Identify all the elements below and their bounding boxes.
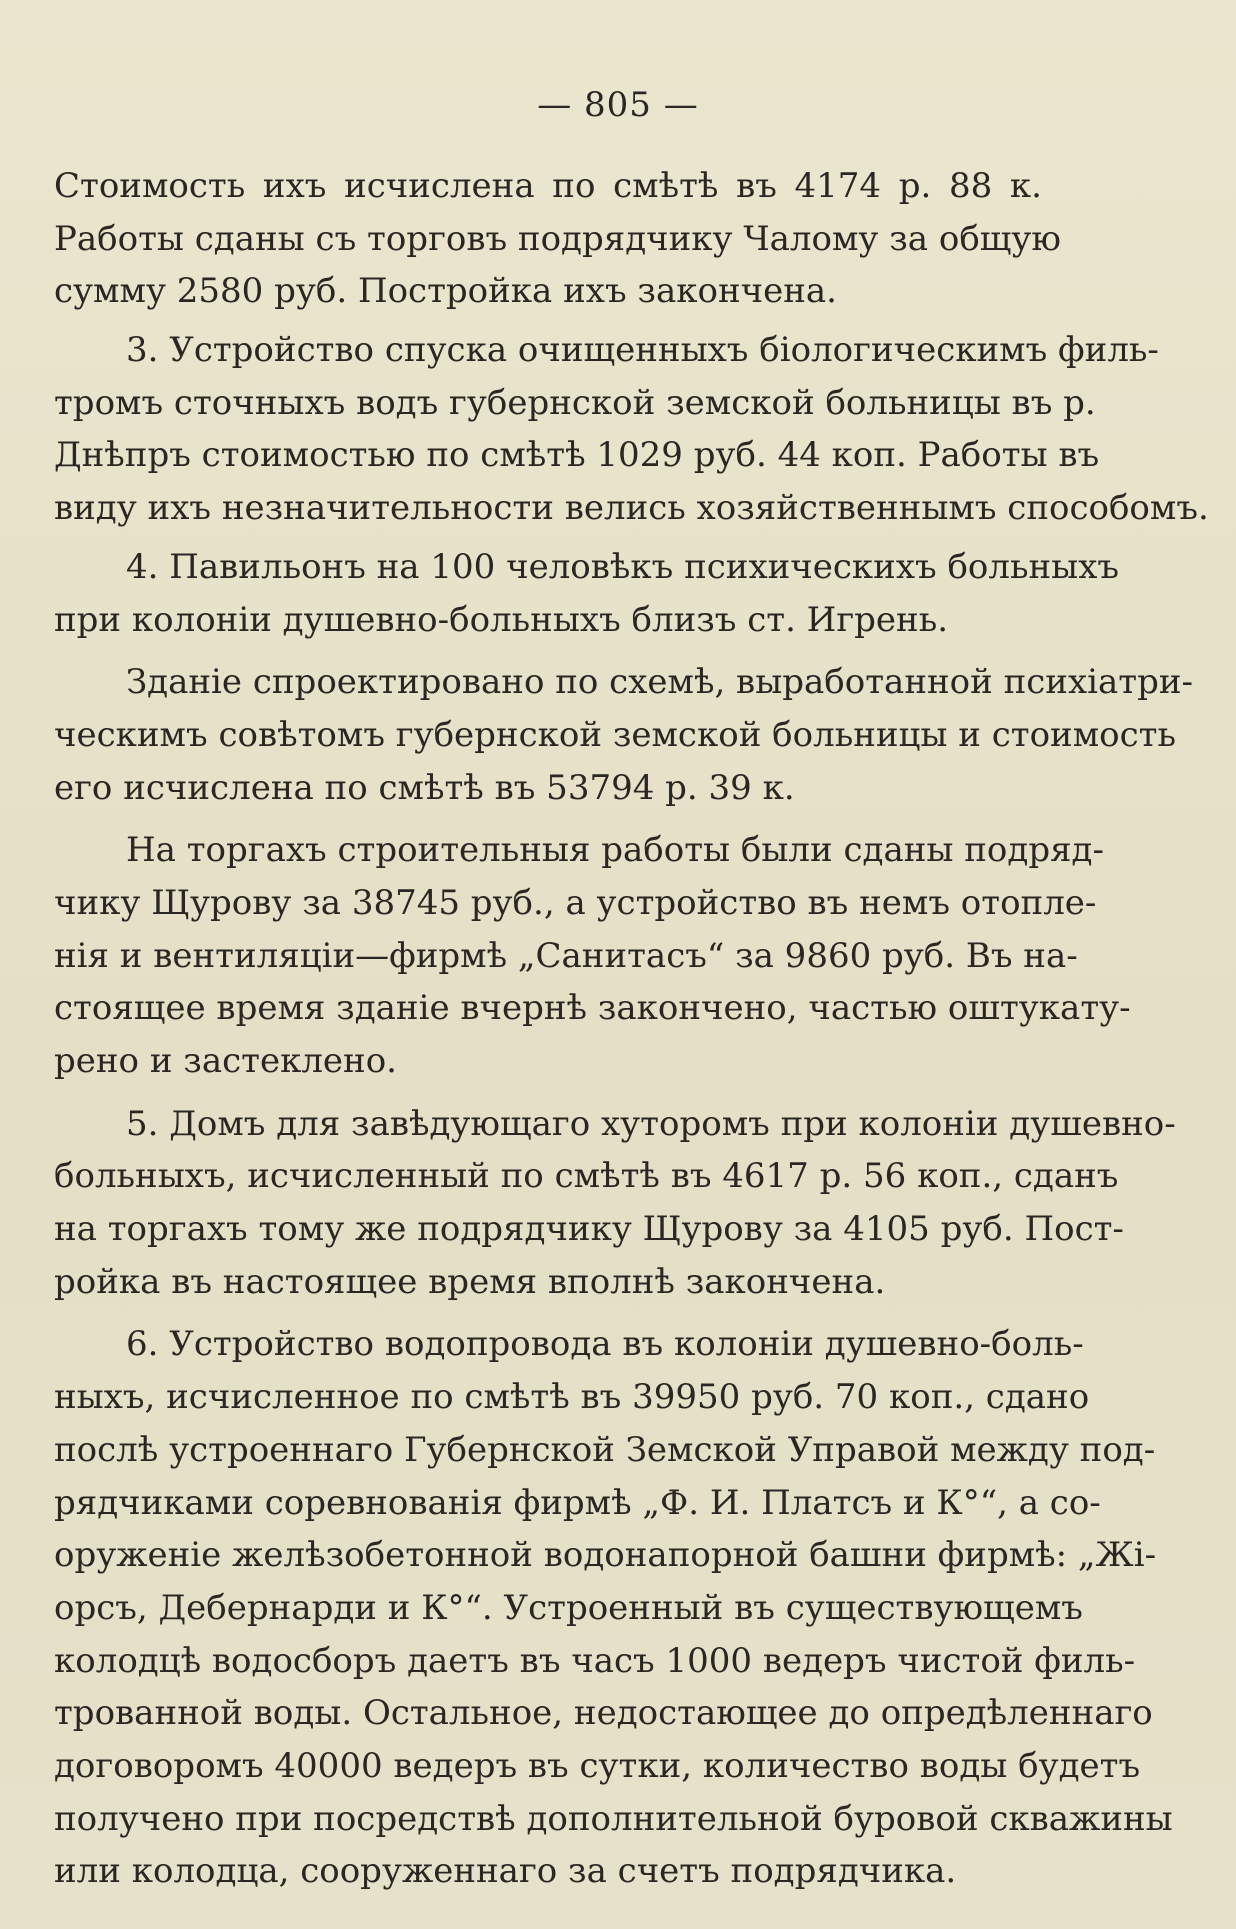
item-6-line-9: договоромъ 40000 ведеръ въ сутки, количество воды будетъ bbox=[54, 1745, 1141, 1786]
item-5-line-4: ройка въ настоящее время вполнѣ закончена. bbox=[54, 1261, 886, 1302]
item-6-line-5: оруженіе желѣзобетонной водонапорной башни фирмѣ: „Жі- bbox=[54, 1535, 1157, 1576]
item-4-line-1: 4. Павильонъ на 100 человѣкъ психическихъ больныхъ bbox=[126, 546, 1120, 587]
building-paragraph-line-1: Зданіе спроектировано по схемѣ, выработанной психіатри- bbox=[126, 662, 1193, 703]
item-6-line-6: орсъ, Дебернарди и К°“. Устроенный въ существующемъ bbox=[54, 1587, 1083, 1628]
item-3-line-2: тромъ сточныхъ водъ губернской земской больницы въ р. bbox=[54, 382, 1096, 423]
item-6-line-2: ныхъ, исчисленное по смѣтѣ въ 39950 руб. 70 коп., сдано bbox=[54, 1377, 1090, 1418]
item-3-line-4: виду ихъ незначительности велись хозяйственнымъ способомъ. bbox=[54, 488, 1209, 529]
text-line-1: Стоимость ихъ исчислена по смѣтѣ въ 4174 р. 88 к. bbox=[54, 166, 1042, 206]
item-4-line-2: при колоніи душевно-больныхъ близъ ст. Игрень. bbox=[54, 599, 949, 640]
item-6-line-4: рядчиками соревнованія фирмѣ „Ф. И. Платсъ и К°“, а со- bbox=[54, 1482, 1101, 1523]
item-6-line-3: послѣ устроеннаго Губернской Земской Управой между под- bbox=[54, 1429, 1156, 1470]
building-paragraph-line-2: ческимъ совѣтомъ губернской земской больницы и стоимость bbox=[54, 714, 1176, 755]
item-6-line-1: 6. Устройство водопровода въ колоніи душевно-боль- bbox=[126, 1324, 1084, 1365]
item-6-line-7: колодцѣ водосборъ даетъ въ часъ 1000 ведеръ чистой филь- bbox=[54, 1640, 1136, 1681]
text-line-3: сумму 2580 руб. Постройка ихъ закончена. bbox=[54, 271, 837, 312]
page-number: — 805 — bbox=[537, 85, 699, 125]
item-5-line-3: на торгахъ тому же подрядчику Щурову за 4105 руб. Пост- bbox=[54, 1209, 1124, 1250]
text-line-2: Работы сданы съ торговъ подрядчику Чалому за общую bbox=[54, 218, 1062, 259]
tender-paragraph-line-1: На торгахъ строительныя работы были сданы подряд- bbox=[126, 830, 1104, 871]
building-paragraph-line-3: его исчислена по смѣтѣ въ 53794 р. 39 к. bbox=[54, 767, 795, 808]
item-6-line-8: трованной воды. Остальное, недостающее до опредѣленнаго bbox=[54, 1693, 1153, 1734]
item-6-line-10: получено при посредствѣ дополнительной буровой скважины bbox=[54, 1798, 1173, 1839]
tender-paragraph-line-2: чику Щурову за 38745 руб., а устройство въ немъ отопле- bbox=[54, 882, 1097, 923]
item-5-line-1: 5. Домъ для завѣдующаго хуторомъ при колоніи душевно- bbox=[126, 1103, 1176, 1144]
tender-paragraph-line-3: нія и вентиляціи—фирмѣ „Санитасъ“ за 9860 руб. Въ на- bbox=[54, 935, 1078, 976]
tender-paragraph-line-4: стоящее время зданіе вчернѣ закончено, частью оштукату- bbox=[54, 988, 1131, 1029]
tender-paragraph-line-5: рено и застеклено. bbox=[54, 1041, 397, 1081]
item-6-line-11: или колодца, сооруженнаго за счетъ подрядчика. bbox=[54, 1851, 957, 1892]
item-5-line-2: больныхъ, исчисленный по смѣтѣ въ 4617 р. 56 коп., сданъ bbox=[54, 1156, 1119, 1197]
document-body bbox=[54, 160, 1209, 1898]
item-3-line-3: Днѣпръ стоимостью по смѣтѣ 1029 руб. 44 коп. Работы въ bbox=[54, 435, 1100, 476]
item-3-line-1: 3. Устройство спуска очищенныхъ біологическимъ филь- bbox=[126, 330, 1159, 371]
